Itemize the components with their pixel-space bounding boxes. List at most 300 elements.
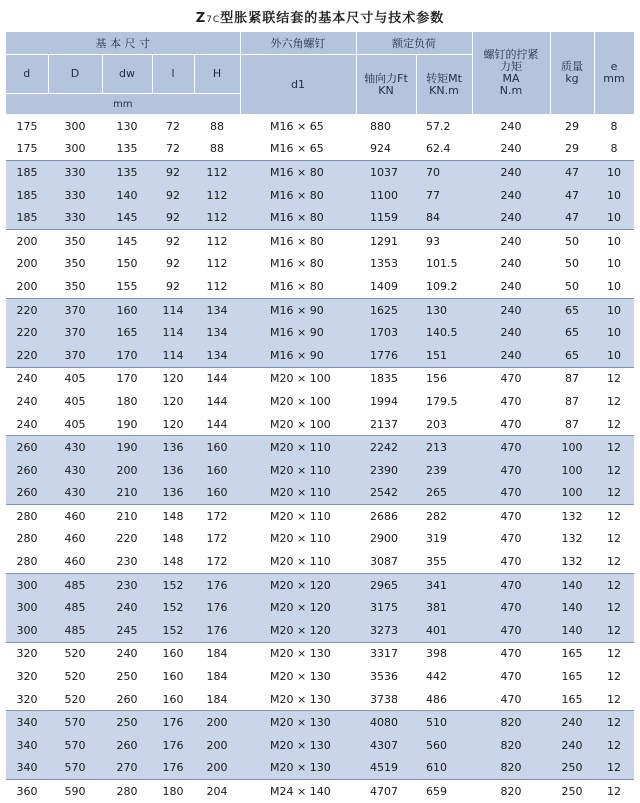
cell-dw: 240 xyxy=(102,642,152,665)
cell-axial: 1994 xyxy=(356,390,416,413)
cell-tightening: 240 xyxy=(472,298,550,321)
cell-torque-mt: 510 xyxy=(416,711,472,734)
cell-l: 160 xyxy=(152,688,194,711)
cell-tightening: 240 xyxy=(472,115,550,138)
cell-e: 10 xyxy=(594,229,634,252)
cell-bolt: M20 × 110 xyxy=(240,482,356,505)
cell-axial: 2242 xyxy=(356,436,416,459)
cell-axial: 2137 xyxy=(356,413,416,436)
cell-torque-mt: 282 xyxy=(416,505,472,528)
cell-D: 430 xyxy=(48,482,102,505)
cell-axial: 1703 xyxy=(356,321,416,344)
cell-tightening: 470 xyxy=(472,413,550,436)
cell-l: 72 xyxy=(152,138,194,161)
cell-axial: 2542 xyxy=(356,482,416,505)
cell-D: 300 xyxy=(48,138,102,161)
cell-torque-mt: 77 xyxy=(416,184,472,207)
cell-H: 200 xyxy=(194,711,240,734)
table-title xyxy=(6,6,634,32)
cell-D: 460 xyxy=(48,550,102,573)
cell-H: 134 xyxy=(194,298,240,321)
cell-e: 8 xyxy=(594,138,634,161)
cell-e: 12 xyxy=(594,459,634,482)
cell-torque-mt: 203 xyxy=(416,413,472,436)
cell-e: 12 xyxy=(594,413,634,436)
cell-tightening: 470 xyxy=(472,390,550,413)
cell-H: 176 xyxy=(194,573,240,596)
cell-torque-mt: 57.2 xyxy=(416,115,472,138)
cell-e: 12 xyxy=(594,619,634,642)
cell-axial: 1776 xyxy=(356,344,416,367)
cell-bolt: M20 × 110 xyxy=(240,505,356,528)
cell-D: 350 xyxy=(48,253,102,276)
cell-torque-mt: 70 xyxy=(416,161,472,184)
title-prefix: Z xyxy=(195,11,207,26)
cell-torque-mt: 213 xyxy=(416,436,472,459)
cell-axial: 2900 xyxy=(356,528,416,551)
cell-torque-mt: 442 xyxy=(416,665,472,688)
cell-axial: 3273 xyxy=(356,619,416,642)
cell-mass: 65 xyxy=(550,321,594,344)
header-twist-label: 转矩Mt xyxy=(426,71,462,85)
cell-mass: 132 xyxy=(550,550,594,573)
cell-mass: 65 xyxy=(550,298,594,321)
cell-axial: 2686 xyxy=(356,505,416,528)
cell-axial: 2390 xyxy=(356,459,416,482)
cell-axial: 1291 xyxy=(356,229,416,252)
table-row xyxy=(6,482,634,505)
cell-l: 176 xyxy=(152,711,194,734)
cell-d: 185 xyxy=(6,184,48,207)
cell-D: 405 xyxy=(48,367,102,390)
header-e xyxy=(594,32,634,115)
cell-D: 520 xyxy=(48,688,102,711)
cell-mass: 132 xyxy=(550,505,594,528)
cell-tightening: 470 xyxy=(472,665,550,688)
cell-bolt: M20 × 130 xyxy=(240,688,356,711)
cell-bolt: M20 × 130 xyxy=(240,711,356,734)
cell-torque-mt: 659 xyxy=(416,780,472,803)
cell-e: 12 xyxy=(594,436,634,459)
cell-torque-mt: 179.5 xyxy=(416,390,472,413)
cell-mass: 47 xyxy=(550,161,594,184)
cell-H: 160 xyxy=(194,459,240,482)
header-col-D: D xyxy=(48,55,102,94)
cell-dw: 190 xyxy=(102,436,152,459)
table-body xyxy=(6,115,634,803)
table-row xyxy=(6,550,634,573)
cell-torque-mt: 341 xyxy=(416,573,472,596)
cell-D: 370 xyxy=(48,344,102,367)
cell-D: 485 xyxy=(48,596,102,619)
cell-l: 72 xyxy=(152,115,194,138)
cell-d: 240 xyxy=(6,367,48,390)
table-row xyxy=(6,298,634,321)
cell-bolt: M20 × 120 xyxy=(240,596,356,619)
cell-l: 136 xyxy=(152,459,194,482)
cell-bolt: M20 × 110 xyxy=(240,459,356,482)
cell-l: 152 xyxy=(152,596,194,619)
cell-mass: 87 xyxy=(550,367,594,390)
cell-dw: 260 xyxy=(102,734,152,757)
table-row xyxy=(6,573,634,596)
cell-axial: 880 xyxy=(356,115,416,138)
table-header xyxy=(6,32,634,115)
cell-d: 340 xyxy=(6,711,48,734)
cell-dw: 280 xyxy=(102,780,152,803)
cell-bolt: M20 × 130 xyxy=(240,734,356,757)
cell-mass: 132 xyxy=(550,528,594,551)
cell-dw: 250 xyxy=(102,711,152,734)
cell-H: 88 xyxy=(194,115,240,138)
cell-e: 12 xyxy=(594,780,634,803)
cell-mass: 47 xyxy=(550,184,594,207)
cell-mass: 165 xyxy=(550,688,594,711)
cell-dw: 210 xyxy=(102,482,152,505)
cell-tightening: 470 xyxy=(472,573,550,596)
header-twist-unit: KN.m xyxy=(429,83,459,97)
cell-d: 200 xyxy=(6,253,48,276)
header-col-dw: dw xyxy=(102,55,152,94)
cell-bolt: M20 × 120 xyxy=(240,619,356,642)
cell-bolt: M20 × 100 xyxy=(240,367,356,390)
cell-d: 360 xyxy=(6,780,48,803)
cell-H: 112 xyxy=(194,275,240,298)
cell-l: 152 xyxy=(152,619,194,642)
cell-tightening: 240 xyxy=(472,184,550,207)
cell-axial: 3175 xyxy=(356,596,416,619)
cell-l: 160 xyxy=(152,642,194,665)
cell-d: 300 xyxy=(6,619,48,642)
cell-d: 340 xyxy=(6,734,48,757)
cell-d: 260 xyxy=(6,459,48,482)
table-row xyxy=(6,184,634,207)
table-row xyxy=(6,619,634,642)
header-col-H: H xyxy=(194,55,240,94)
header-mass-label: 质量 xyxy=(561,60,583,73)
cell-d: 260 xyxy=(6,482,48,505)
cell-D: 570 xyxy=(48,734,102,757)
cell-tightening: 470 xyxy=(472,367,550,390)
cell-tightening: 240 xyxy=(472,161,550,184)
cell-dw: 230 xyxy=(102,550,152,573)
cell-d: 175 xyxy=(6,138,48,161)
cell-mass: 29 xyxy=(550,138,594,161)
cell-tightening: 820 xyxy=(472,780,550,803)
cell-axial: 3738 xyxy=(356,688,416,711)
cell-d: 340 xyxy=(6,757,48,780)
cell-D: 460 xyxy=(48,528,102,551)
cell-dw: 170 xyxy=(102,367,152,390)
cell-tightening: 240 xyxy=(472,321,550,344)
cell-bolt: M16 × 65 xyxy=(240,138,356,161)
header-bolt: 外六角螺钉 xyxy=(240,32,356,55)
cell-l: 92 xyxy=(152,206,194,229)
cell-l: 114 xyxy=(152,321,194,344)
cell-d: 200 xyxy=(6,229,48,252)
cell-e: 12 xyxy=(594,665,634,688)
cell-bolt: M16 × 80 xyxy=(240,253,356,276)
cell-l: 136 xyxy=(152,436,194,459)
header-torque xyxy=(472,32,550,115)
cell-mass: 100 xyxy=(550,482,594,505)
cell-H: 200 xyxy=(194,734,240,757)
cell-d: 280 xyxy=(6,550,48,573)
cell-tightening: 470 xyxy=(472,482,550,505)
cell-H: 172 xyxy=(194,550,240,573)
cell-e: 10 xyxy=(594,161,634,184)
header-axial xyxy=(356,55,416,115)
cell-H: 144 xyxy=(194,413,240,436)
cell-l: 152 xyxy=(152,573,194,596)
header-mass-unit: kg xyxy=(565,72,579,85)
cell-H: 134 xyxy=(194,344,240,367)
table-row xyxy=(6,390,634,413)
cell-axial: 4307 xyxy=(356,734,416,757)
cell-bolt: M24 × 140 xyxy=(240,780,356,803)
cell-e: 12 xyxy=(594,528,634,551)
cell-mass: 165 xyxy=(550,642,594,665)
cell-d: 185 xyxy=(6,161,48,184)
cell-l: 92 xyxy=(152,275,194,298)
cell-torque-mt: 140.5 xyxy=(416,321,472,344)
cell-e: 10 xyxy=(594,321,634,344)
cell-l: 114 xyxy=(152,298,194,321)
cell-mass: 140 xyxy=(550,573,594,596)
cell-l: 114 xyxy=(152,344,194,367)
cell-tightening: 240 xyxy=(472,253,550,276)
table-row xyxy=(6,344,634,367)
cell-dw: 240 xyxy=(102,596,152,619)
header-twist xyxy=(416,55,472,115)
header-e-label: e xyxy=(610,60,618,73)
header-col-d: d xyxy=(6,55,48,94)
header-basic-dims: 基 本 尺 寸 xyxy=(6,32,240,55)
cell-l: 148 xyxy=(152,505,194,528)
cell-dw: 260 xyxy=(102,688,152,711)
cell-mass: 50 xyxy=(550,253,594,276)
cell-bolt: M16 × 90 xyxy=(240,298,356,321)
header-e-unit: mm xyxy=(603,72,625,85)
cell-tightening: 470 xyxy=(472,642,550,665)
cell-torque-mt: 130 xyxy=(416,298,472,321)
cell-e: 12 xyxy=(594,573,634,596)
cell-torque-mt: 93 xyxy=(416,229,472,252)
cell-H: 112 xyxy=(194,184,240,207)
cell-bolt: M16 × 80 xyxy=(240,184,356,207)
cell-torque-mt: 560 xyxy=(416,734,472,757)
header-mass xyxy=(550,32,594,115)
cell-d: 175 xyxy=(6,115,48,138)
cell-axial: 1037 xyxy=(356,161,416,184)
cell-dw: 245 xyxy=(102,619,152,642)
cell-mass: 100 xyxy=(550,459,594,482)
cell-mass: 100 xyxy=(550,436,594,459)
table-row xyxy=(6,780,634,803)
cell-axial: 4519 xyxy=(356,757,416,780)
table-row xyxy=(6,459,634,482)
cell-l: 120 xyxy=(152,413,194,436)
cell-bolt: M16 × 90 xyxy=(240,344,356,367)
cell-d: 220 xyxy=(6,321,48,344)
cell-D: 520 xyxy=(48,665,102,688)
cell-axial: 3536 xyxy=(356,665,416,688)
cell-e: 12 xyxy=(594,596,634,619)
table-row xyxy=(6,711,634,734)
cell-torque-mt: 84 xyxy=(416,206,472,229)
cell-D: 485 xyxy=(48,573,102,596)
cell-dw: 130 xyxy=(102,115,152,138)
cell-mass: 47 xyxy=(550,206,594,229)
cell-bolt: M16 × 90 xyxy=(240,321,356,344)
header-torque-label: 螺钉的拧紧力矩 xyxy=(483,48,539,73)
cell-l: 176 xyxy=(152,734,194,757)
cell-H: 88 xyxy=(194,138,240,161)
cell-e: 10 xyxy=(594,275,634,298)
cell-bolt: M16 × 80 xyxy=(240,161,356,184)
cell-D: 590 xyxy=(48,780,102,803)
cell-e: 10 xyxy=(594,253,634,276)
cell-bolt: M16 × 80 xyxy=(240,206,356,229)
table-row xyxy=(6,505,634,528)
table-row xyxy=(6,734,634,757)
cell-e: 10 xyxy=(594,298,634,321)
cell-tightening: 470 xyxy=(472,688,550,711)
cell-torque-mt: 265 xyxy=(416,482,472,505)
cell-d: 300 xyxy=(6,596,48,619)
cell-H: 176 xyxy=(194,596,240,619)
cell-H: 204 xyxy=(194,780,240,803)
cell-d: 320 xyxy=(6,688,48,711)
cell-bolt: M20 × 110 xyxy=(240,528,356,551)
cell-e: 10 xyxy=(594,206,634,229)
cell-tightening: 820 xyxy=(472,711,550,734)
cell-dw: 150 xyxy=(102,253,152,276)
cell-bolt: M20 × 130 xyxy=(240,642,356,665)
cell-l: 136 xyxy=(152,482,194,505)
cell-d: 320 xyxy=(6,665,48,688)
cell-e: 10 xyxy=(594,344,634,367)
table-row xyxy=(6,275,634,298)
cell-D: 350 xyxy=(48,275,102,298)
cell-l: 148 xyxy=(152,550,194,573)
cell-l: 92 xyxy=(152,184,194,207)
cell-l: 92 xyxy=(152,161,194,184)
cell-l: 92 xyxy=(152,253,194,276)
cell-H: 112 xyxy=(194,206,240,229)
cell-H: 112 xyxy=(194,161,240,184)
cell-torque-mt: 381 xyxy=(416,596,472,619)
cell-bolt: M20 × 120 xyxy=(240,573,356,596)
table-row xyxy=(6,413,634,436)
cell-d: 220 xyxy=(6,298,48,321)
cell-e: 8 xyxy=(594,115,634,138)
cell-bolt: M20 × 110 xyxy=(240,550,356,573)
cell-l: 148 xyxy=(152,528,194,551)
title-text: 型胀紧联结套的基本尺寸与技术参数 xyxy=(220,11,445,26)
cell-tightening: 470 xyxy=(472,596,550,619)
table-row xyxy=(6,688,634,711)
header-axial-unit: KN xyxy=(378,83,394,97)
cell-mass: 240 xyxy=(550,734,594,757)
cell-D: 350 xyxy=(48,229,102,252)
cell-e: 12 xyxy=(594,390,634,413)
cell-axial: 4080 xyxy=(356,711,416,734)
cell-bolt: M20 × 130 xyxy=(240,665,356,688)
header-mm: mm xyxy=(6,94,240,115)
table-row xyxy=(6,665,634,688)
cell-e: 10 xyxy=(594,184,634,207)
cell-torque-mt: 151 xyxy=(416,344,472,367)
cell-D: 430 xyxy=(48,459,102,482)
table-row xyxy=(6,528,634,551)
cell-dw: 190 xyxy=(102,413,152,436)
cell-mass: 87 xyxy=(550,413,594,436)
cell-torque-mt: 610 xyxy=(416,757,472,780)
table-row xyxy=(6,115,634,138)
cell-bolt: M20 × 130 xyxy=(240,757,356,780)
cell-e: 12 xyxy=(594,482,634,505)
cell-l: 92 xyxy=(152,229,194,252)
table-row xyxy=(6,757,634,780)
cell-mass: 50 xyxy=(550,229,594,252)
cell-l: 176 xyxy=(152,757,194,780)
table-row xyxy=(6,596,634,619)
cell-torque-mt: 101.5 xyxy=(416,253,472,276)
table-row xyxy=(6,253,634,276)
cell-dw: 160 xyxy=(102,298,152,321)
cell-torque-mt: 109.2 xyxy=(416,275,472,298)
cell-bolt: M20 × 100 xyxy=(240,413,356,436)
cell-H: 176 xyxy=(194,619,240,642)
cell-mass: 140 xyxy=(550,619,594,642)
cell-d: 320 xyxy=(6,642,48,665)
table-row xyxy=(6,367,634,390)
cell-H: 144 xyxy=(194,367,240,390)
cell-bolt: M16 × 65 xyxy=(240,115,356,138)
cell-tightening: 470 xyxy=(472,459,550,482)
cell-dw: 170 xyxy=(102,344,152,367)
cell-dw: 165 xyxy=(102,321,152,344)
cell-axial: 1409 xyxy=(356,275,416,298)
cell-D: 405 xyxy=(48,413,102,436)
cell-H: 160 xyxy=(194,482,240,505)
cell-axial: 4707 xyxy=(356,780,416,803)
cell-D: 300 xyxy=(48,115,102,138)
cell-tightening: 470 xyxy=(472,619,550,642)
header-axial-label: 轴向力Ft xyxy=(364,71,408,85)
spec-table xyxy=(6,32,635,803)
cell-mass: 50 xyxy=(550,275,594,298)
cell-dw: 135 xyxy=(102,138,152,161)
cell-tightening: 470 xyxy=(472,505,550,528)
cell-l: 180 xyxy=(152,780,194,803)
cell-d: 240 xyxy=(6,390,48,413)
cell-torque-mt: 319 xyxy=(416,528,472,551)
cell-torque-mt: 398 xyxy=(416,642,472,665)
cell-dw: 155 xyxy=(102,275,152,298)
cell-H: 200 xyxy=(194,757,240,780)
cell-D: 330 xyxy=(48,184,102,207)
header-rated-load: 额定负荷 xyxy=(356,32,472,55)
cell-D: 405 xyxy=(48,390,102,413)
cell-e: 12 xyxy=(594,734,634,757)
cell-torque-mt: 355 xyxy=(416,550,472,573)
header-col-l: l xyxy=(152,55,194,94)
cell-mass: 165 xyxy=(550,665,594,688)
table-row xyxy=(6,206,634,229)
table-row xyxy=(6,161,634,184)
